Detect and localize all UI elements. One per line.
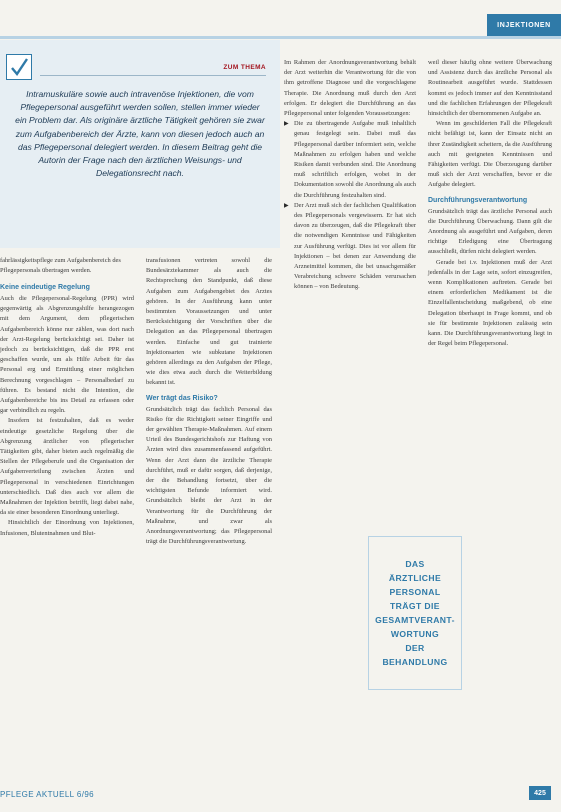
subheading: Keine eindeutige Regelung (0, 284, 90, 291)
paragraph: transfusionen vertreten sowohl die Bundesärztekammer als auch die Rechtsprechung den Standpunkt, daß diese Aufgaben zum Aufgabengebiet des Arztes gehören. In der Ausführung kann unter bestimmten Voraussetzungen und unter Berücksichtigung der Vorschriften über die Delegation an das Pflegepersonal übertragen werden. Einfache und gut trainierte Injektionsarten wie subkutane Injektionen gehören allerdings zu den Aufgaben der Pflege, wie dies etwa auch durch die Weiterbildung bekannt ist. (146, 257, 272, 387)
paragraph: Hinsichtlich der Einordnung von Injektionen, Infusionen, Blutentnahmen und Blut- (0, 519, 134, 537)
checkmark-icon (6, 54, 32, 80)
footer-magazine: PFLEGE AKTUELL 6/96 (0, 790, 95, 799)
intro-box (0, 40, 280, 248)
paragraph: Insofern ist festzuhalten, daß es weder eindeutige gesetzliche Regelung über die Abgrenzung ärztlicher von pflegerischer Tätigkeiten gibt, daher bieten auch regelmäßig die Stellen der Pflegeberufe und die Organisation der Aufgabenverteilung zwischen Ärzten und Pflegepersonal in verschiedenen Einrichtungen unterschiedlich. Daß dies auch vor allem die Maßnahmen der Injektion betrifft, liegt dabei nahe, da sie einer besonderen Einordnung unterliegt. (0, 417, 134, 517)
paragraph: Grundsätzlich trägt das ärztliche Personal auch die Durchführung Überwachung. Dann gilt die Anordnung als ausgeführt und Aufgaben, deren richtige Erledigung eine Übertragung ausschließt, dürfen nicht delegiert werden. (428, 207, 552, 256)
section-tab: INJEKTIONEN (487, 14, 561, 36)
paragraph: Wenn im geschilderten Fall die Pflegekraft nicht befähigt ist, kann der Einsatz nicht an ihrer Zuständigkeit scheitern, da die Ausführung auch mit geeigneten Kenntnissen und Fähigkeiten verfügt. Die Überzeugung darüber muß sich der Arzt verschaffen, bevor er die Aufgabe delegiert. (428, 120, 552, 189)
pull-quote-line: GESAMTVERANT- (375, 615, 455, 625)
pull-quote-line: PERSONAL (389, 587, 441, 597)
pull-quote-line: WORTUNG (390, 629, 440, 639)
column-4 (428, 58, 552, 349)
kicker-rule (40, 75, 266, 76)
header-rule (0, 36, 561, 39)
subheading: Wer trägt das Risiko? (146, 394, 218, 402)
pull-quote-line: ÄRZTLICHE (388, 573, 442, 583)
column-3 (284, 58, 416, 293)
pull-quote (368, 536, 462, 690)
subheading: Durchführungsverantwortung (428, 196, 528, 204)
pull-quote-line: TRÄGT DIE (390, 601, 440, 611)
intro-text: Intramuskuläre sowie auch intravenöse Injektionen, die vom Pflegepersonal ausgeführt werden sollen, stellen immer wieder ein Problem dar. Als originäre ärztliche Tätigkeit gehören sie zwar zum Aufgabenbereich der Ärzte, kann von diesen jedoch auch an das Pflegepersonal delegiert werden. In diesem Beitrag geht die Autorin der Frage nach den ärztlichen Weisungs- und Delegationsrecht nach. (15, 89, 265, 179)
kicker-label: ZUM THEMA (223, 64, 266, 71)
column-1 (0, 278, 134, 539)
paragraph: Gerade bei i.v. Injektionen muß der Arzt jedenfalls in der Lage sein, sofort einzugreifen, wenn Komplikationen auftreten. Gerade bei einem erforderlichen Medikament ist die Einzelfallentscheidung maßgebend, ob eine Delegation überhaupt in Frage kommt, und ob sie für bestimmte Injektionen zulässig sein kann. Die Durchführungsverantwortung liegt in der Regel beim Pflegepersonal. (428, 258, 552, 348)
pull-quote-line: DER (405, 643, 425, 653)
pull-quote-line: DAS (405, 559, 425, 569)
paragraph: Auch die Pflegepersonal-Regelung (PPR) wird gegenwärtig als Abgrenzungshilfe herangezogen mit dem Argument, dem pflegerischen Aufgabenbereich könne nur zählen, was dort nach der Arzt-Regelung berücksichtigt sei. Daher ist jedoch zu berücksichtigen, daß die PPR erst geschaffen wurde, um als Hilfe Arbeit für das Personal erg und Ermittlung einer möglichen Berechnung vorgeschlagen – Personalbedarf zu führen. Es bestand nicht die Intention, die Aufgabenbereiche bis ins Detail zu erfassen oder gar verbindlich zu regeln. (0, 295, 134, 415)
pull-quote-line: BEHANDLUNG (382, 657, 448, 667)
bullet-item: ▶ Der Arzt muß sich der fachlichen Qualifikation des Pflegepersonals vergewissern. Er hat sich davon zu überzeugen, daß die Pflegekraft über die notwendigen Kenntnisse und Fähigkeiten zur Ausführung verfügt. Dies ist vor allem für Injektionen – bei denen zur Anwendung die Arzneimittel kommen, die bei unsachgemäßer Verabreichung schwere Schäden verursachen können – von Bedeutung. (284, 201, 416, 293)
column-2 (146, 256, 272, 547)
page-number: 425 (529, 786, 551, 800)
paragraph: Im Rahmen der Anordnungsverantwortung behält der Arzt weiterhin die Verantwortung für die von ihm getroffene Diagnose und die vorgeschlagene Therapie. Die Anordnung muß durch den Arzt erfolgen. Er delegiert die Durchführung an das Pflegepersonal unter folgenden Voraussetzungen: (284, 59, 416, 118)
lead-paragraph: fahrlässigkeitspflege zum Aufgabenbereich des Pflegepersonals übertragen werden. (0, 257, 121, 275)
paragraph: Grundsätzlich trägt das fachlich Personal das Risiko für die Richtigkeit seiner Eingriffe und der gewählten Therapie-Maßnahmen. Auf einem Urteil des Bundesgerichtshofs zur Haftung von Ärzten wird dies zusammenfassend aufgeführt. Wenn der Arzt dann die ärztliche Therapie durchführt, muß er dafür sorgen, daß derjenige, der die Behandlung fortsetzt, über die wichtigsten Befunde informiert wird. Grundsätzlich bleibt der Arzt in der Verantwortung für die Durchführung der Maßnahme, und zwar als Anordnungsverantwortung; das Pflegepersonal trägt die Durchführungsverantwortung. (146, 405, 272, 546)
bullet-item: ▶ Die zu übertragende Aufgabe muß inhaltlich genau festgelegt sein. Dabei muß das Pflegepersonal darüber informiert sein, welche Maßnahmen zu erfolgen haben und welche Risiken damit verbunden sind. Die Anordnung muß schriftlich erfolgen, wobei in der Dokumentation sowohl die Anordnung als auch die Durchführung festzuhalten sind. (284, 119, 416, 201)
paragraph: weil dieser häufig ohne weitere Überwachung und Assistenz durch das ärztliche Personal als Routinearbeit ausgeführt wurde. Stattdessen kommt es jedoch immer auf den Kenntnisstand und die fachlichen Erfahrungen der Pflegekraft hinsichtlich der übernommenen Aufgabe an. (428, 59, 552, 118)
